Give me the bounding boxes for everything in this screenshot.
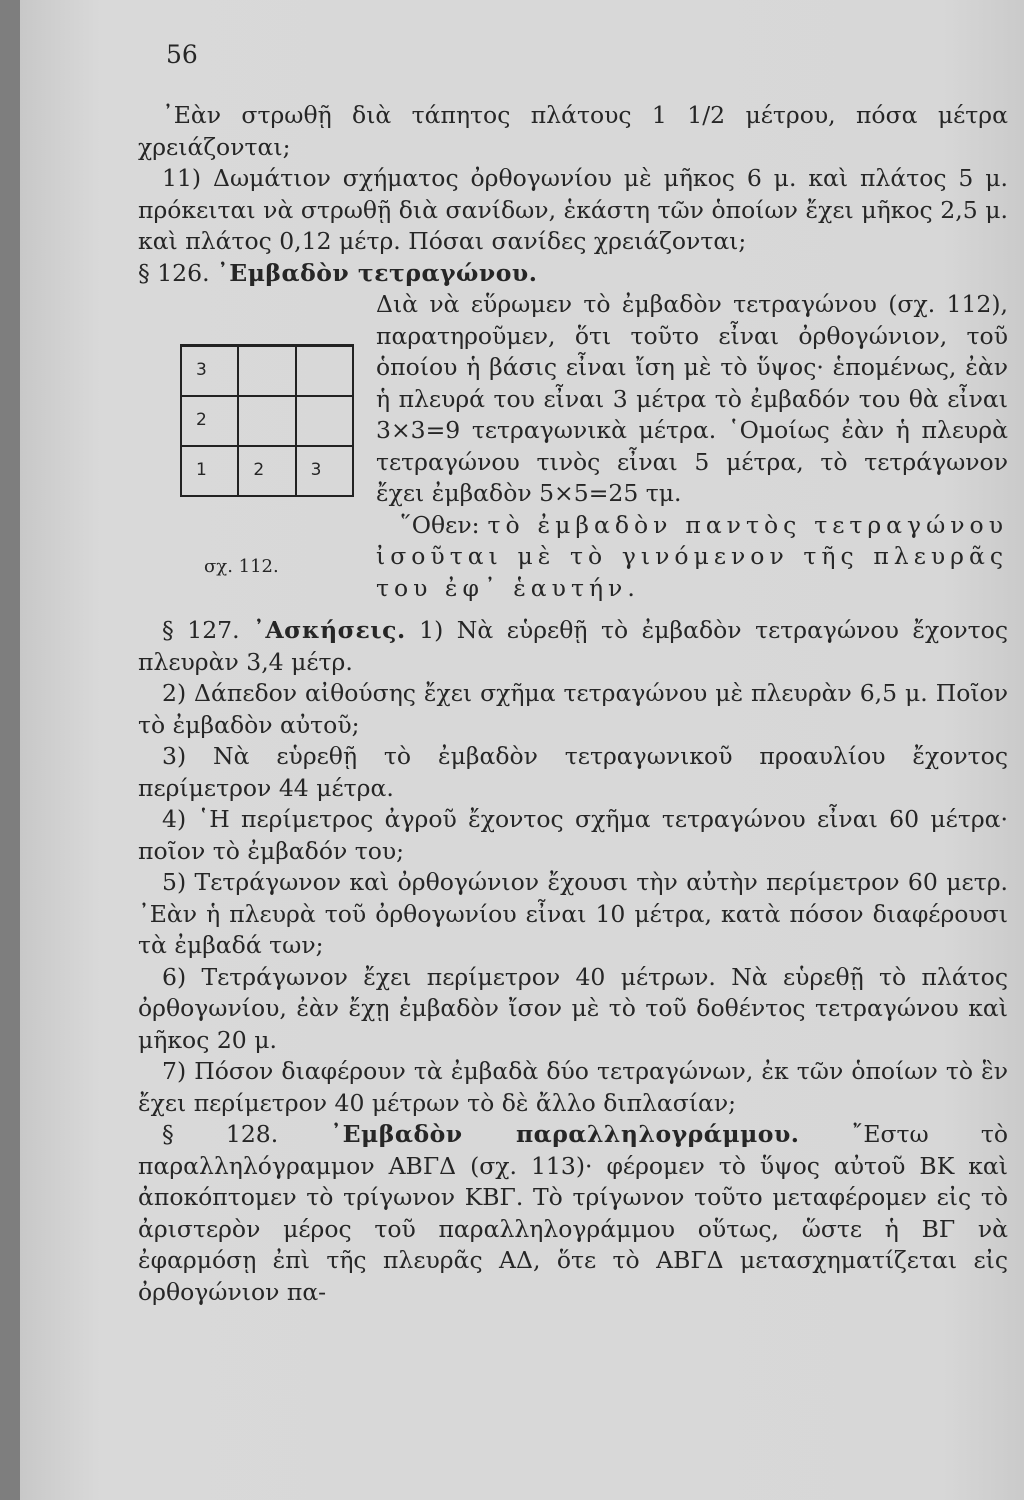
rule-intro: ῞Οθεν: — [400, 510, 480, 539]
grid-row — [182, 347, 353, 396]
figure-block — [138, 289, 1008, 602]
figure-caption: σχ. 112. — [204, 556, 279, 577]
exercise-7: 7) Πόσον διαφέρουν τὰ ἐμβαδὰ δύο τετραγώνων, ἐκ τῶν ὁποίων τὸ ἓν ἔχει περίμετρον 40 μέτρων τὸ δὲ ἄλλο διπλασίαν; — [138, 1057, 1008, 1117]
page-body — [138, 100, 1008, 1308]
section-128-text: ῎Εστω τὸ παραλληλόγραμμον ΑΒΓΔ (σχ. 113)· φέρομεν τὸ ὕψος αὐτοῦ ΒΚ καὶ ἀποκόπτομεν τὸ τρίγωνον ΚΒΓ. Τὸ τρίγωνον τοῦτο μεταφέρομεν εἰς τὸ ἀριστερὸν μέρος τοῦ παραλληλογράμμου οὕτως, ὥστε ἡ ΒΓ νὰ ἐφαρμόσῃ ἐπὶ τῆς πλευρᾶς ΑΔ, ὅτε τὸ ΑΒΓΔ μετασχηματίζεται εἰς ὀρθογώνιον πα- — [138, 1120, 1008, 1306]
grid-cell-col-label: 3 — [296, 446, 353, 496]
exercise-1: 1) Νὰ εὑρεθῇ τὸ ἐμβαδὸν τετραγώνου ἔχοντος πλευρὰν 3,4 μέτρ. — [138, 616, 1008, 676]
exercise-3: 3) Νὰ εὑρεθῇ τὸ ἐμβαδὸν τετραγωνικοῦ προαυλίου ἔχοντος περίμετρον 44 μέτρα. — [138, 742, 1008, 802]
section-126-rule-line — [376, 510, 1008, 605]
section-127-number: § 127. — [162, 616, 240, 644]
section-128 — [138, 1119, 1008, 1308]
square-grid — [182, 347, 354, 497]
section-127-first-line — [138, 615, 1008, 678]
grid-cell — [238, 347, 295, 396]
exercise-11: 11) Δωμάτιον σχήματος ὀρθογωνίου μὲ μῆκος 6 μ. καὶ πλάτος 5 μ. πρόκειται νὰ στρωθῇ διὰ σανίδων, ἑκάστη τῶν ὁποίων ἔχει μῆκος 2,5 μ. καὶ πλάτος 0,12 μέτρ. Πόσαι σανίδες χρειάζονται; — [138, 164, 1008, 255]
exercise-5: 5) Τετράγωνον καὶ ὀρθογώνιον ἔχουσι τὴν αὐτὴν περίμετρον 60 μετρ. ᾿Εὰν ἡ πλευρὰ τοῦ ὀρθογωνίου εἶναι 10 μέτρα, κατὰ πόσον διαφέρουσι τὰ ἐμβαδά των; — [138, 868, 1008, 959]
grid-cell-row-label: 1 — [182, 446, 238, 496]
exercise-2: 2) Δάπεδον αἰθούσης ἔχει σχῆμα τετραγώνου μὲ πλευρὰν 6,5 μ. Ποῖον τὸ ἐμβαδὸν αὐτοῦ; — [138, 679, 1008, 739]
grid-cell-row-label: 2 — [182, 396, 238, 446]
exercise-6: 6) Τετράγωνον ἔχει περίμετρον 40 μέτρων. Νὰ εὑρεθῇ τὸ πλάτος ὀρθογωνίου, ἐὰν ἔχῃ ἐμβαδὸν ἴσον μὲ τὸ τοῦ δοθέντος τετραγώνου καὶ μῆκος 20 μ. — [138, 962, 1008, 1054]
grid-row — [182, 396, 353, 446]
grid-cell — [296, 396, 353, 446]
exercise-4: 4) ῾Η περίμετρος ἀγροῦ ἔχοντος σχῆμα τετραγώνου εἶναι 60 μέτρα· ποῖον τὸ ἐμβαδόν του; — [138, 805, 1008, 865]
section-126-text-column — [376, 289, 1008, 604]
rule-statement: τὸ ἐμβαδὸν παντὸς τετραγώνου ἰσοῦται μὲ τὸ γινόμενον τῆς πλευρᾶς του ἐφ᾿ ἑαυτήν. — [376, 510, 1008, 602]
section-126-text: Διὰ νὰ εὕρωμεν τὸ ἐμβαδὸν τετραγώνου (σχ. 112), παρατηροῦμεν, ὅτι τοῦτο εἶναι ὀρθογώνιον, τοῦ ὁποίου ἡ βάσις εἶναι ἴση μὲ τὸ ὕψος· ἑπομένως, ἐὰν ἡ πλευρά του εἶναι 3 μέτρα τὸ ἐμβαδόν του θὰ εἶναι 3×3=9 τετραγωνικὰ μέτρα. ῾Ομοίως ἐὰν ἡ πλευρὰ τετραγώνου τινὸς εἶναι 5 μέτρα, τὸ τετράγωνον ἔχει ἐμβαδὸν 5×5=25 τμ. — [376, 290, 1008, 507]
figure-112-grid — [180, 344, 354, 497]
book-page — [20, 0, 1024, 1500]
section-128-heading: ᾿Εμβαδὸν παραλληλογράμμου. — [330, 1120, 800, 1148]
grid-cell — [296, 347, 353, 396]
section-127-heading: ᾿Ασκήσεις. — [253, 616, 406, 644]
grid-row — [182, 446, 353, 496]
grid-cell-col-label: 2 — [238, 446, 295, 496]
section-128-number: § 128. — [162, 1120, 279, 1148]
section-126-heading-line — [138, 258, 1008, 290]
grid-cell-row-label: 3 — [182, 347, 238, 396]
section-126-heading: ᾿Εμβαδὸν τετραγώνου. — [217, 258, 538, 287]
grid-cell — [238, 396, 295, 446]
section-126-number: § 126. — [138, 258, 210, 287]
paragraph-carpet-question: ᾿Εὰν στρωθῇ διὰ τάπητος πλάτους 1 1/2 μέτρου, πόσα μέτρα χρειάζονται; — [138, 101, 1008, 161]
page-number: 56 — [166, 40, 198, 69]
